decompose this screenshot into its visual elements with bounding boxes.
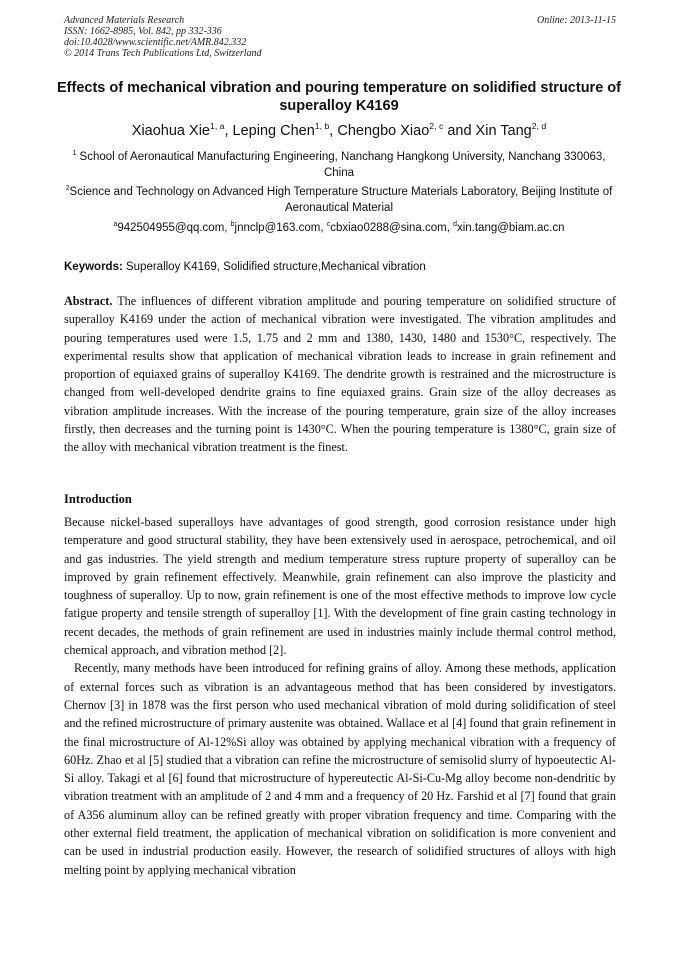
author-name: Leping Chen [232,123,315,139]
author-name: Chengbo Xiao [337,123,430,139]
email-list [40,220,638,236]
email-address: cbxiao0288@sina.com, [330,222,454,234]
paragraph: Because nickel-based superalloys have advantages of good strength, good corrosion resistance under high temperature and good structural stability, they have been extensively used in aerospace, petrochemical, and oil and gas industries. The yield strength and medium temperature stress rupture property of superalloy can be improved by grain refinement effectively. Meanwhile, grain refinement can also improve the plasticity and toughness of superalloy. Up to now, grain refinement is one of the most effective methods to improve low cycle fatigue property and tensile strength of superalloy [1]. With the development of fine grain casting technology in recent decades, the methods of grain refinement are used in industries mainly include thermal control method, chemical approach, and vibration method [2]. [64,515,616,658]
abstract-text: The influences of different vibration amplitude and pouring temperature on solidified structure of superalloy K4169 under the action of mechanical vibration were investigated. The vibration amplitudes and pouring temperatures used were 1.5, 1.75 and 2 mm and 1380, 1430, 1480 and 1530°C, respectively. The experimental results show that application of mechanical vibration leads to increase in grain refinement and proportion of equiaxed grains of superalloy K4169. The dendrite growth is restrained and the microstructure is changed from well-developed dendrite grains to fine equiaxed grains. Grain size of the alloy decreases as vibration amplitude increases. With the increase of the pouring temperature, grain size of the alloy increases firstly, then decreases and the turning point is 1430°C. When the pouring temperature is 1380°C, grain size of the alloy with mechanical vibration treatment is the finest. [64,294,616,455]
abstract-label: Abstract. [64,294,113,308]
email-superscript: a [113,221,118,229]
author-superscript: 2, d [531,121,547,132]
author-separator: and [443,123,476,139]
author-separator: , [329,123,338,139]
affiliation-superscript: 2 [65,185,70,193]
journal-header [64,15,262,59]
email-superscript: d [453,221,457,229]
author-list [40,122,638,140]
email-address: xin.tang@biam.ac.cn [456,222,565,234]
affiliation-text: Science and Technology on Advanced High Temperature Structure Materials Laboratory, Beijing Institute of Aeronautical Material [69,186,613,214]
affiliation-text: School of Aeronautical Manufacturing Engineering, Nanchang Hangkong University, Nanchang 330063, China [76,151,606,179]
email-superscript: b [230,221,235,229]
copyright-line: © 2014 Trans Tech Publications Ltd, Switzerland [64,48,262,59]
author-superscript: 1, b [314,121,330,132]
keywords-text: Superalloy K4169, Solidified structure,Mechanical vibration [122,261,426,273]
affiliation-2 [58,184,620,216]
keywords [64,259,616,275]
author-name: Xin Tang [475,123,532,139]
author-superscript: 1, a [209,121,225,132]
journal-name: Advanced Materials Research [64,15,185,26]
introduction-heading: Introduction [64,492,132,506]
affiliation-1 [58,149,620,181]
abstract [64,292,616,457]
paper-title: Effects of mechanical vibration and pouring temperature on solidified structure of superalloy K4169 [57,80,621,114]
affiliation-superscript: 1 [72,150,77,158]
author-name: Xiaohua Xie [131,123,210,139]
email-address: 942504955@qq.com, [117,222,231,234]
issn-line: ISSN: 1662-8985, Vol. 842, pp 332-336 [64,26,222,37]
author-separator: , [224,123,233,139]
email-superscript: c [326,221,331,229]
author-superscript: 2, c [429,121,444,132]
online-date [537,15,616,26]
email-address: jnnclp@163.com, [234,222,327,234]
introduction-body [64,513,616,879]
online-date-text: Online: 2013-11-15 [537,15,616,26]
keywords-label: Keywords: [64,261,123,273]
doi-line: doi:10.4028/www.scientific.net/AMR.842.332 [64,37,247,48]
paragraph: Recently, many methods have been introduced for refining grains of alloy. Among these methods, application of external forces such as vibration is an advantageous method that has been considered by investigators. Chernov [3] in 1878 was the first person who used mechanical vibration of mold during solidification of steel and the refined microstructure of primary austenite was obtained. Wallace et al [4] found that grain refinement in the final microstructure of Al-12%Si alloy was obtained by applying mechanical vibration with a frequency of 60Hz. Zhao et al [5] studied that a vibration can refine the microstructure of semisolid slurry of hypoeutectic Al-Si alloy. Takagi et al [6] found that microstructure of hypereutectic Al-Si-Cu-Mg alloy become non-dendritic by vibration treatment with an amplitude of 2 and 4 mm and a frequency of 20 Hz. Farshid et al [7] found that grain of A356 aluminum alloy can be refined greatly with proper vibration frequency and time. Comparing with the other external field treatment, the application of mechanical vibration on solidification is more convenient and can be used in industrial production easily. However, the research of solidified structures of alloys with high melting point by applying mechanical vibration [64,661,616,877]
